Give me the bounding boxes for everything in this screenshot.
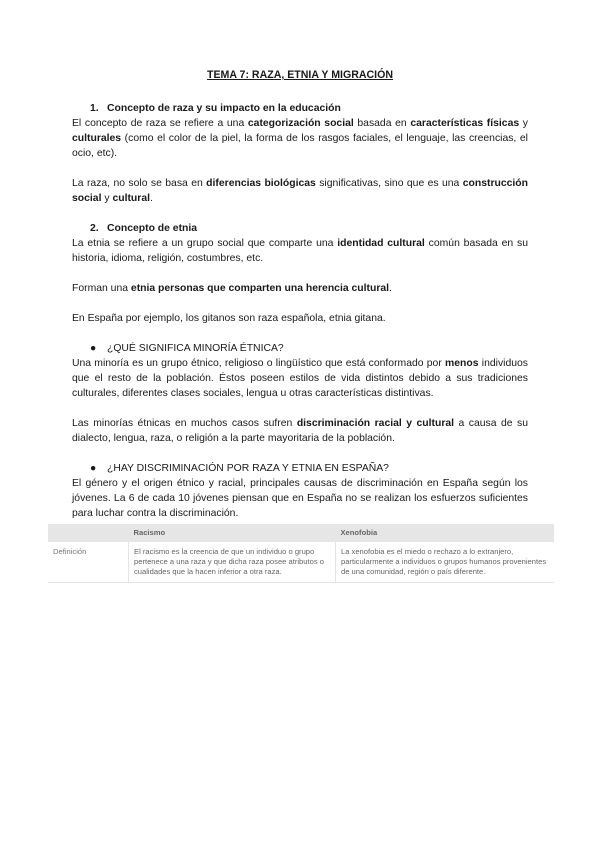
bullet-heading-discriminacion: ● ¿HAY DISCRIMINACIÓN POR RAZA Y ETNIA EN ESPAÑA?	[90, 463, 389, 474]
discriminacion-paragraph: El género y el origen étnico y racial, principales causas de discriminación en España según los jóvenes. La 6 de cada 10 jóvenes piensan que en España no se realizan los esfuerzos suficientes para luchar contra la discriminación.	[72, 478, 528, 519]
bullet-heading-minoria: ● ¿QUÉ SIGNIFICA MINORÍA ÉTNICA?	[90, 343, 284, 354]
cell-racismo: El racismo es la creencia de que un individuo o grupo pertenece a una raza y que dicha raza posee atributos o cualidades que la hacen inferior a otra raza.	[129, 542, 336, 583]
bullet-icon: ●	[90, 463, 97, 474]
section-2-paragraph-2: Forman una etnia personas que comparten una herencia cultural.	[72, 283, 392, 294]
table-header-empty	[48, 524, 129, 542]
table-header-xenofobia: Xenofobia	[335, 524, 554, 542]
section-1-heading: 1. Concepto de raza y su impacto en la educación	[90, 103, 341, 114]
minoria-paragraph-1: Una minoría es un grupo étnico, religioso o lingüístico que está conformado por menos individuos que el resto de la población. Éstos poseen estilos de vida distintos debido a sus tradiciones culturales, diferentes clases sociales, lengua u otras características distintivas.	[72, 358, 528, 399]
comparison-table	[48, 524, 554, 583]
cell-xenofobia: La xenofobia es el miedo o rechazo a lo extranjero, particularmente a individuos o grupos humanos provenientes de una comunidad, región o país diferente.	[335, 542, 554, 583]
table-header-row	[48, 524, 554, 542]
row-label-definicion: Definición	[48, 542, 129, 583]
section-2-paragraph-3: En España por ejemplo, los gitanos son raza española, etnia gitana.	[72, 313, 386, 324]
section-2-paragraph-1: La etnia se refiere a un grupo social que comparte una identidad cultural común basada en su historia, idioma, religión, costumbres, etc.	[72, 238, 528, 264]
section-2-heading: 2. Concepto de etnia	[90, 223, 198, 234]
table-header-racismo: Racismo	[129, 524, 336, 542]
document-page	[72, 68, 528, 521]
document-title: TEMA 7: RAZA, ETNIA Y MIGRACIÓN	[207, 69, 393, 81]
minoria-paragraph-2: Las minorías étnicas en muchos casos sufren discriminación racial y cultural a causa de su dialecto, lengua, raza, o religión a la parte mayoritaria de la población.	[72, 418, 528, 444]
bullet-icon: ●	[90, 343, 97, 354]
section-1-paragraph-1: El concepto de raza se refiere a una categorización social basada en características físicas y culturales (como el color de la piel, la forma de los rasgos faciales, el lenguaje, las creencias, el ocio, etc).	[72, 118, 528, 159]
section-1-paragraph-2: La raza, no solo se basa en diferencias biológicas significativas, sino que es una construcción social y cultural.	[72, 178, 528, 204]
table-row	[48, 542, 554, 583]
